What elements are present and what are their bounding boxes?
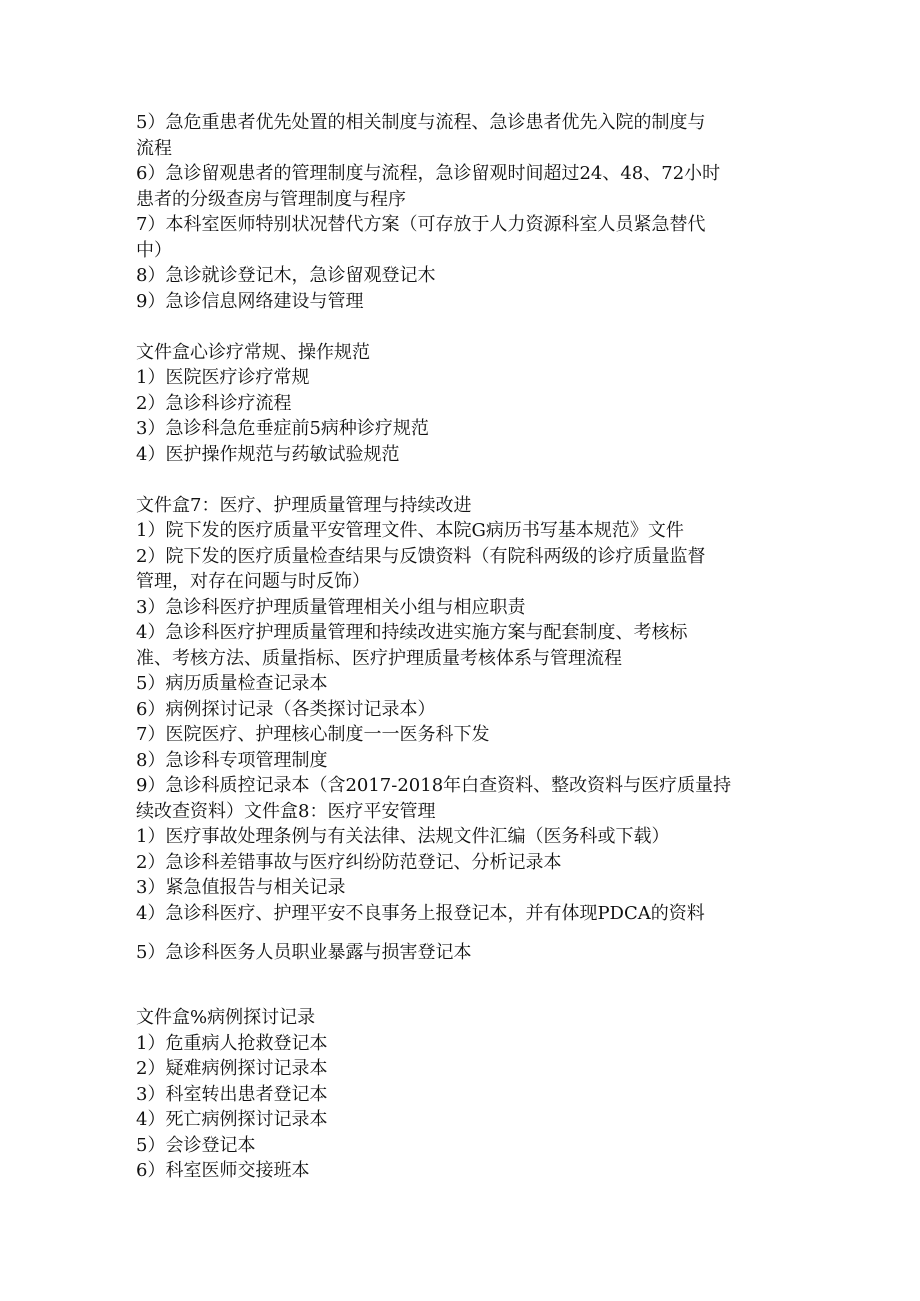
list-item: 1）医院医疗诊疗常规	[136, 367, 310, 388]
text-line: 8）急诊就诊登记木，急诊留观登记木	[136, 265, 436, 286]
list-item: 2）急诊科差错事故与医疗纠纷防范登记、分析记录本	[136, 851, 562, 873]
list-item: 1）院下发的医疗质量平安管理文件、本院G病历书写基本规范》文件	[136, 520, 684, 541]
text-line: 中）	[136, 239, 172, 261]
list-item: 6）病例探讨记录（各类探讨记录本）	[136, 698, 436, 720]
document-page	[136, 110, 796, 1184]
text-line: 6）急诊留观患者的管理制度与流程，急诊留观时间超过24、48、72小时	[136, 163, 721, 184]
list-item: 1）危重病人抢救登记本	[136, 1032, 328, 1054]
text-line: 5）急危重患者优先处置的相关制度与流程、急诊患者优先入院的制度与	[136, 112, 706, 133]
list-item: 5）会诊登记本	[136, 1134, 256, 1156]
text-line: 9）急诊信息网络建设与管理	[136, 290, 364, 312]
text-line: 患者的分级查房与管理制度与程序	[136, 188, 406, 210]
list-item: 3）急诊科急危垂症前5病种诊疗规范	[136, 418, 429, 439]
paragraph-gap	[136, 991, 796, 1005]
list-item: 2）院下发的医疗质量检查结果与反馈资料（有院科两级的诊疗质量监督	[136, 545, 706, 567]
list-item: 5）急诊科医务人员职业暴露与损害登记本	[136, 942, 472, 963]
list-item: 3）科室转出患者登记本	[136, 1083, 328, 1105]
list-item: 4）急诊科医疗护理质量管理和持续改进实施方案与配套制度、考核标	[136, 622, 688, 643]
section-title: 文件盒7：医疗、护理质量管理与持续改进	[136, 494, 472, 516]
list-item: 7）医院医疗、护理核心制度一一医务科下发	[136, 724, 490, 745]
section-a	[136, 110, 796, 314]
paragraph-gap	[136, 467, 796, 493]
section-b	[136, 340, 796, 468]
paragraph-gap	[136, 926, 796, 940]
list-item: 4）死亡病例探讨记录本	[136, 1109, 328, 1130]
list-item: 2）急诊科诊疗流程	[136, 392, 292, 414]
list-item: 管理，对存在问题与时反饰）	[136, 571, 370, 592]
section-c	[136, 493, 796, 966]
paragraph-gap	[136, 966, 796, 992]
list-item: 1）医疗事故处理条例与有关法律、法规文件汇编（医务科或下载）	[136, 826, 670, 847]
list-item: 4）急诊科医疗、护理平安不良事务上报登记本，并有体现PDCA的资料	[136, 902, 705, 924]
text-line: 7）本科室医师特别状况替代方案（可存放于人力资源科室人员紧急替代	[136, 214, 706, 235]
list-item: 4）医护操作规范与药敏试验规范	[136, 443, 400, 465]
list-item: 9）急诊科质控记录本（含2017-2018年白查资料、整改资料与医疗质量持	[136, 775, 732, 796]
list-item: 准、考核方法、质量指标、医疗护理质量考核体系与管理流程	[136, 647, 622, 669]
paragraph-gap	[136, 314, 796, 340]
list-item: 6）科室医师交接班本	[136, 1160, 310, 1181]
list-item: 续改查资料）文件盒8：医疗平安管理	[136, 800, 436, 822]
list-item: 3）急诊科医疗护理质量管理相关小组与相应职责	[136, 596, 526, 618]
list-item: 5）病历质量检查记录本	[136, 673, 328, 694]
list-item: 8）急诊科专项管理制度	[136, 749, 328, 771]
section-title: 文件盒%病例探讨记录	[136, 1007, 316, 1028]
section-d	[136, 1005, 796, 1184]
text-line: 流程	[136, 137, 172, 159]
list-item: 3）紧急值报告与相关记录	[136, 877, 346, 898]
list-item: 2）疑难病例探讨记录本	[136, 1058, 328, 1079]
section-title: 文件盒心诊疗常规、操作规范	[136, 341, 370, 363]
